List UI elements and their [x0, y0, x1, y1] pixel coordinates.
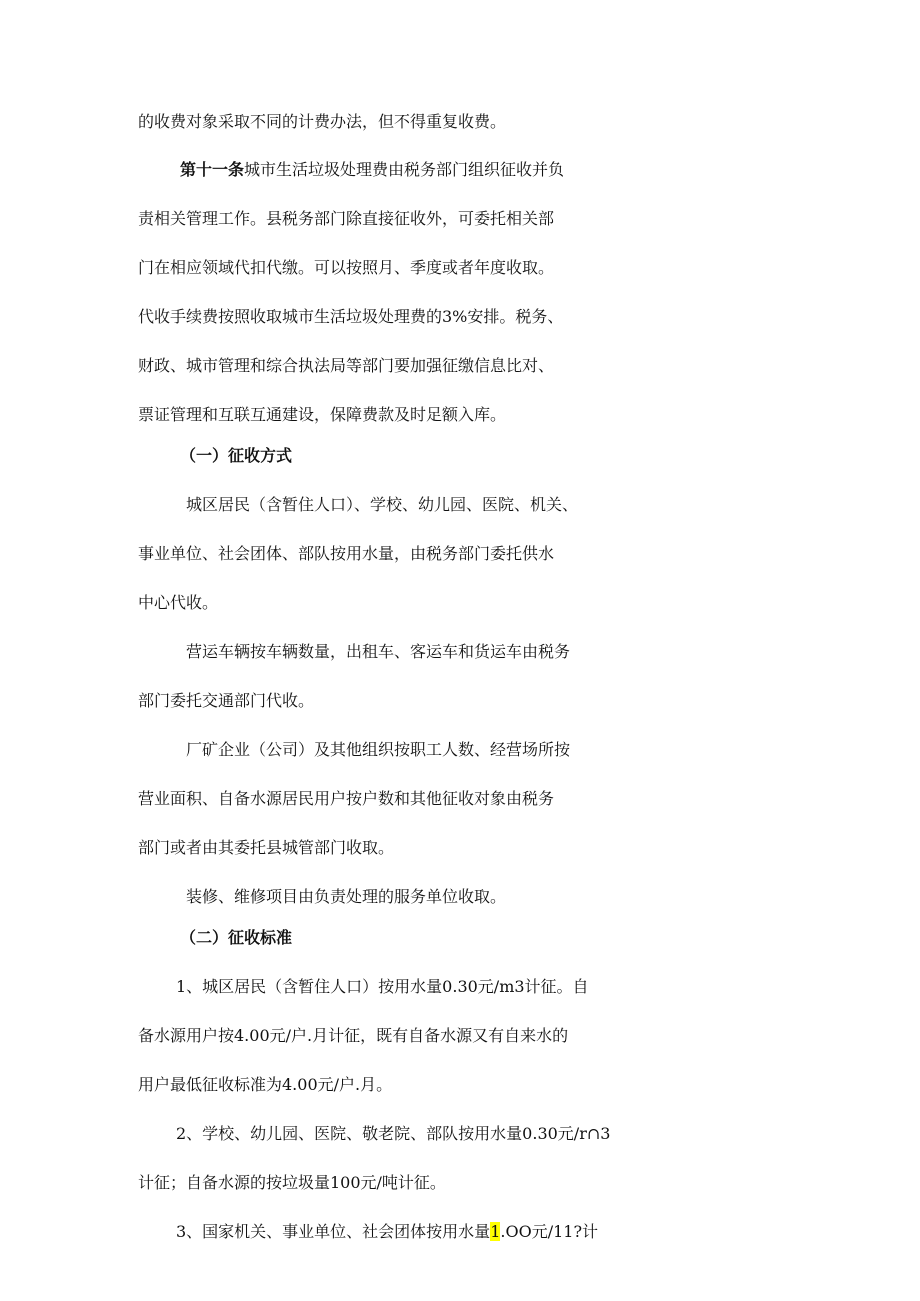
- line-text: 计征；自备水源的按垃圾量100元/吨计征。: [138, 1173, 446, 1192]
- line-text: 用户最低征收标准为4.00元/户.月。: [138, 1075, 393, 1094]
- line-text: 营运车辆按车辆数量，出租车、客运车和货运车由税务: [186, 642, 571, 661]
- line-text: 城市生活垃圾处理费由税务部门组织征收并负: [244, 160, 565, 179]
- line-text: 3、国家机关、事业单位、社会团体按用水量: [176, 1222, 491, 1241]
- text-line: [0, 675, 920, 727]
- text-line: [0, 822, 920, 874]
- line-text: 的收费对象采取不同的计费办法，但不得重复收费。: [138, 112, 507, 131]
- line-text: 责相关管理工作。县税务部门除直接征收外，可委托相关部: [138, 209, 555, 228]
- section-heading-text: （二）征收标准: [180, 928, 293, 947]
- text-line: [0, 577, 920, 629]
- line-text: 厂矿企业（公司）及其他组织按职工人数、经营场所按: [186, 740, 571, 759]
- line-text: 1、城区居民（含暂住人口）按用水量0.30元/m3计征。自: [176, 977, 589, 996]
- article-heading: 第十一条: [180, 160, 245, 179]
- text-line: [0, 242, 920, 294]
- section-heading-text: （一）征收方式: [180, 446, 293, 465]
- section-heading-collection-method: [0, 430, 920, 482]
- text-line: [0, 1010, 920, 1062]
- line-text: 门在相应领域代扣代缴。可以按照月、季度或者年度收取。: [138, 258, 555, 277]
- line-text: 财政、城市管理和综合执法局等部门要加强征缴信息比对、: [138, 356, 555, 375]
- line-text: 营业面积、自备水源居民用户按户数和其他征收对象由税务: [138, 789, 555, 808]
- text-line: [0, 193, 920, 245]
- line-text: 备水源用户按4.00元/户.月计征，既有自备水源又有自来水的: [138, 1026, 569, 1045]
- section-heading-collection-standard: [0, 912, 920, 964]
- line-text: 部门或者由其委托县城管部门收取。: [138, 838, 395, 857]
- line-text: .OO元/11?计: [500, 1222, 599, 1241]
- text-line: [0, 340, 920, 392]
- line-text: 事业单位、社会团体、部队按用水量，由税务部门委托供水: [138, 544, 555, 563]
- text-line: [0, 96, 920, 148]
- line-text: 部门委托交通部门代收。: [138, 691, 315, 710]
- text-line: [0, 773, 920, 825]
- text-line: [0, 1206, 920, 1258]
- text-line: [0, 1108, 920, 1160]
- text-line: [0, 528, 920, 580]
- text-line: [0, 291, 920, 343]
- article-11-line: [0, 144, 920, 196]
- text-line: [0, 724, 920, 776]
- line-text: 中心代收。: [138, 593, 219, 612]
- line-text: 2、学校、幼儿园、医院、敬老院、部队按用水量0.30元/r∩3: [176, 1124, 611, 1143]
- text-line: [0, 626, 920, 678]
- text-line: [0, 1059, 920, 1111]
- line-text: 城区居民（含暂住人口）、学校、幼儿园、医院、机关、: [186, 495, 579, 514]
- line-text: 代收手续费按照收取城市生活垃圾处理费的3%安排。税务、: [138, 307, 564, 326]
- line-text: 装修、维修项目由负责处理的服务单位收取。: [186, 887, 507, 906]
- text-line: [0, 479, 920, 531]
- text-line: [0, 1157, 920, 1209]
- line-text: 票证管理和互联互通建设，保障费款及时足额入库。: [138, 405, 507, 424]
- highlighted-text: 1: [490, 1222, 501, 1241]
- text-line: [0, 961, 920, 1013]
